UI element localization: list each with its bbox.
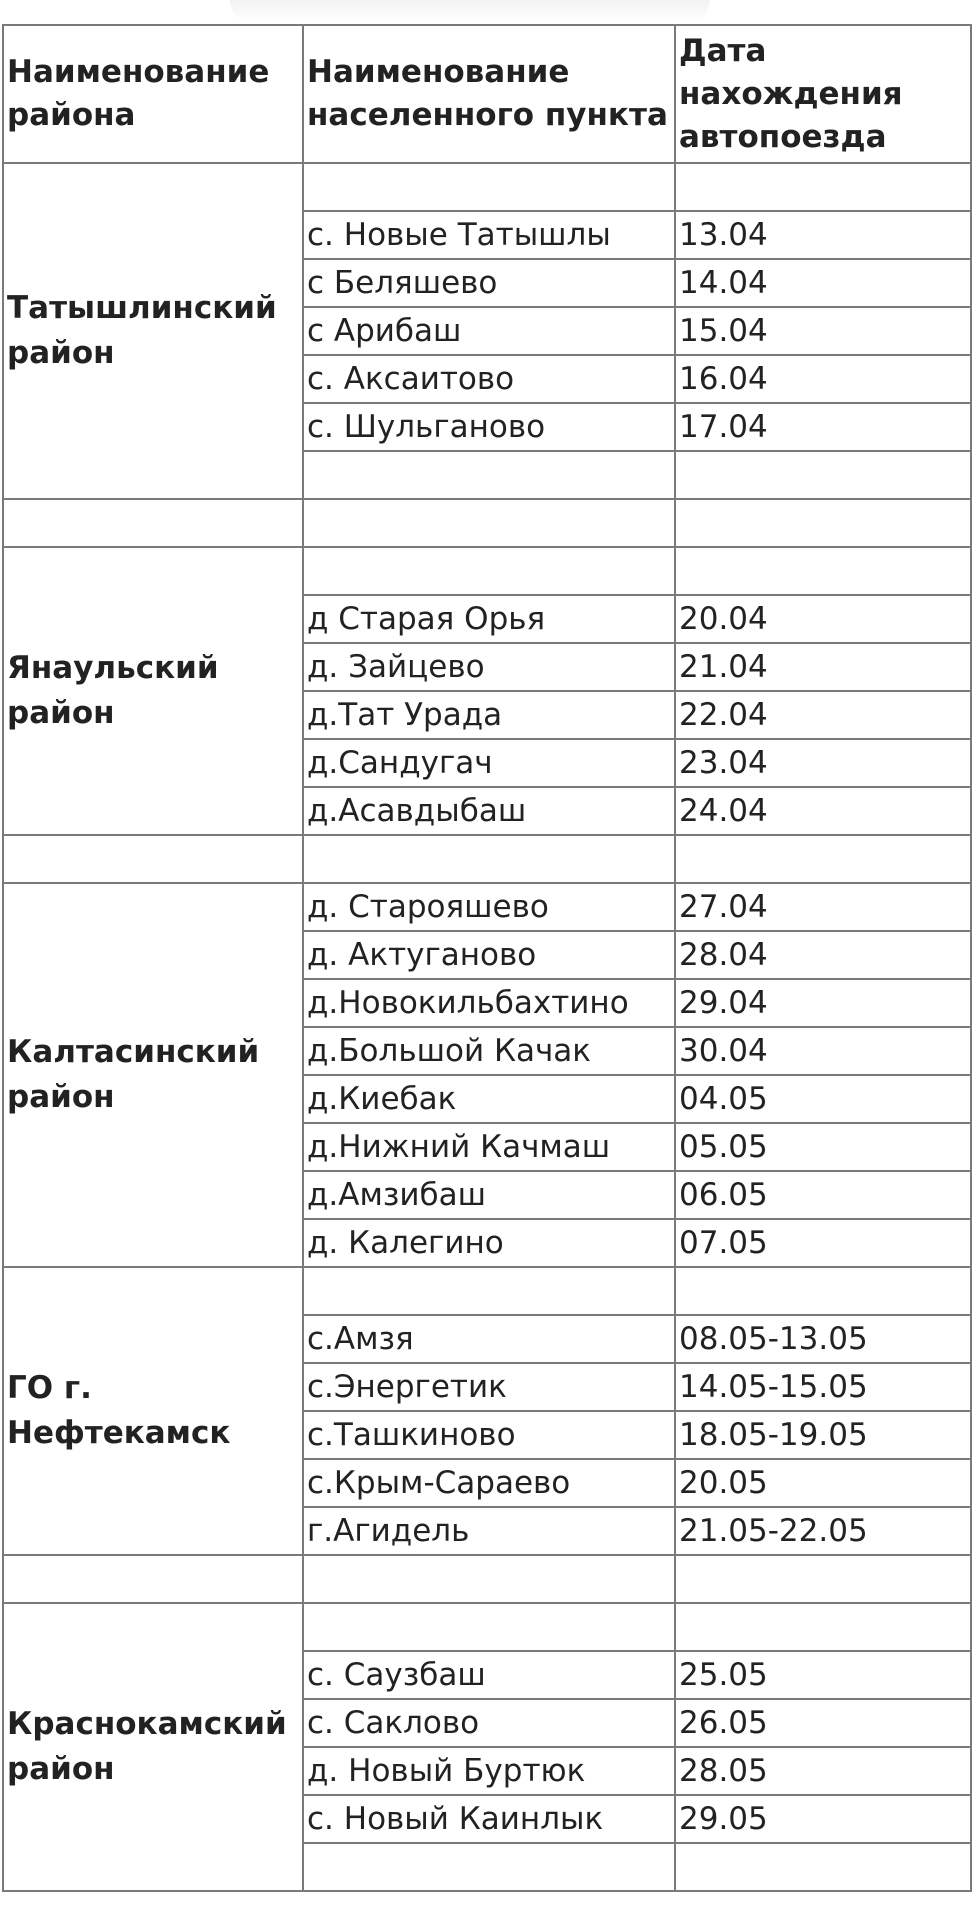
table-body	[3, 163, 971, 1891]
date-cell: 21.04	[675, 643, 971, 691]
settlement-cell: д.Нижний Качмаш	[303, 1123, 675, 1171]
settlement-cell: д Старая Орья	[303, 595, 675, 643]
settlement-cell: д.Асавдыбаш	[303, 787, 675, 835]
date-cell: 26.05	[675, 1699, 971, 1747]
settlement-cell: с. Саузбаш	[303, 1651, 675, 1699]
settlement-cell: с.Амзя	[303, 1315, 675, 1363]
header-district: Наименование района	[3, 25, 303, 163]
date-cell: 13.04	[675, 211, 971, 259]
settlement-cell	[303, 451, 675, 499]
table-row	[3, 163, 971, 211]
settlement-cell	[303, 1603, 675, 1651]
date-cell: 27.04	[675, 883, 971, 931]
district-cell: Калтасинский район	[3, 883, 303, 1267]
settlement-cell: д. Калегино	[303, 1219, 675, 1267]
settlement-cell: с.Ташкиново	[303, 1411, 675, 1459]
date-cell: 28.05	[675, 1747, 971, 1795]
settlement-cell: с Беляшево	[303, 259, 675, 307]
settlement-cell: д.Новокильбахтино	[303, 979, 675, 1027]
district-cell	[3, 835, 303, 883]
date-cell	[675, 1267, 971, 1315]
date-cell: 22.04	[675, 691, 971, 739]
date-cell	[675, 1603, 971, 1651]
date-cell: 29.05	[675, 1795, 971, 1843]
schedule-table	[2, 24, 972, 1892]
date-cell	[675, 1555, 971, 1603]
date-cell: 20.04	[675, 595, 971, 643]
district-cell: Татышлинский район	[3, 163, 303, 499]
settlement-cell	[303, 547, 675, 595]
header-row	[3, 25, 971, 163]
date-cell: 21.05-22.05	[675, 1507, 971, 1555]
date-cell: 18.05-19.05	[675, 1411, 971, 1459]
date-cell: 06.05	[675, 1171, 971, 1219]
date-cell: 17.04	[675, 403, 971, 451]
date-cell: 24.04	[675, 787, 971, 835]
settlement-cell: с. Шульганово	[303, 403, 675, 451]
top-shadow	[230, 0, 710, 22]
date-cell: 05.05	[675, 1123, 971, 1171]
date-cell	[675, 547, 971, 595]
date-cell: 16.04	[675, 355, 971, 403]
date-cell: 15.04	[675, 307, 971, 355]
settlement-cell: д.Сандугач	[303, 739, 675, 787]
date-cell	[675, 499, 971, 547]
date-cell: 29.04	[675, 979, 971, 1027]
district-cell: Янаульский район	[3, 547, 303, 835]
date-cell: 14.05-15.05	[675, 1363, 971, 1411]
date-cell	[675, 835, 971, 883]
date-cell: 04.05	[675, 1075, 971, 1123]
header-date: Дата нахождения автопоезда	[675, 25, 971, 163]
table-row	[3, 1267, 971, 1315]
settlement-cell: г.Агидель	[303, 1507, 675, 1555]
settlement-cell	[303, 1555, 675, 1603]
date-cell: 30.04	[675, 1027, 971, 1075]
settlement-cell: с.Энергетик	[303, 1363, 675, 1411]
settlement-cell: с Арибаш	[303, 307, 675, 355]
date-cell: 08.05-13.05	[675, 1315, 971, 1363]
settlement-cell	[303, 835, 675, 883]
date-cell	[675, 1843, 971, 1891]
settlement-cell	[303, 1267, 675, 1315]
settlement-cell: д.Большой Качак	[303, 1027, 675, 1075]
date-cell: 23.04	[675, 739, 971, 787]
settlement-cell: с. Аксаитово	[303, 355, 675, 403]
settlement-cell: с. Новые Татышлы	[303, 211, 675, 259]
district-cell: ГО г. Нефтекамск	[3, 1267, 303, 1555]
settlement-cell: д. Новый Буртюк	[303, 1747, 675, 1795]
table-row	[3, 835, 971, 883]
date-cell: 14.04	[675, 259, 971, 307]
table-row	[3, 499, 971, 547]
settlement-cell: д. Актуганово	[303, 931, 675, 979]
settlement-cell: д.Амзибаш	[303, 1171, 675, 1219]
settlement-cell	[303, 163, 675, 211]
settlement-cell: с.Крым-Сараево	[303, 1459, 675, 1507]
district-cell: Краснокамский район	[3, 1603, 303, 1891]
settlement-cell: д.Тат Урада	[303, 691, 675, 739]
table-row	[3, 1603, 971, 1651]
header-settlement: Наименование населенного пункта	[303, 25, 675, 163]
district-cell	[3, 1555, 303, 1603]
table-row	[3, 1555, 971, 1603]
date-cell: 25.05	[675, 1651, 971, 1699]
date-cell	[675, 163, 971, 211]
table-row	[3, 547, 971, 595]
settlement-cell: с. Новый Каинлык	[303, 1795, 675, 1843]
settlement-cell: д. Зайцево	[303, 643, 675, 691]
settlement-cell: с. Саклово	[303, 1699, 675, 1747]
date-cell: 20.05	[675, 1459, 971, 1507]
date-cell	[675, 451, 971, 499]
settlement-cell	[303, 1843, 675, 1891]
date-cell: 07.05	[675, 1219, 971, 1267]
district-cell	[3, 499, 303, 547]
settlement-cell: д. Старояшево	[303, 883, 675, 931]
table-row	[3, 883, 971, 931]
settlement-cell: д.Киебак	[303, 1075, 675, 1123]
settlement-cell	[303, 499, 675, 547]
date-cell: 28.04	[675, 931, 971, 979]
